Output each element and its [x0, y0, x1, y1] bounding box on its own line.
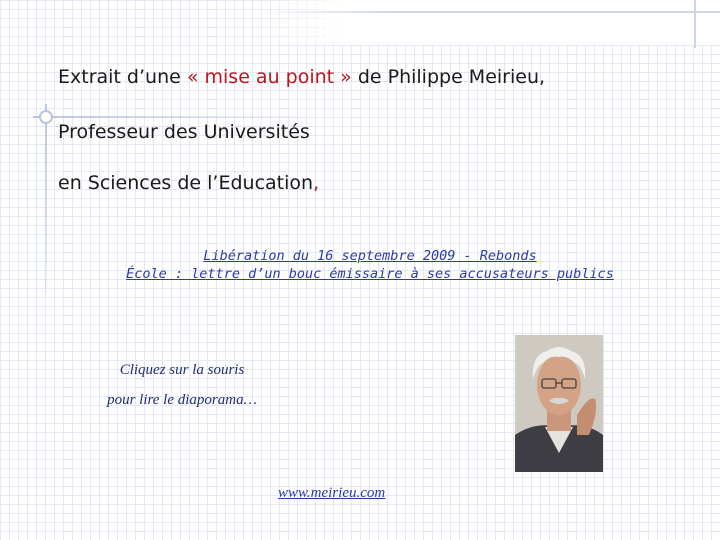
heading-line-3-text: en Sciences de l’Education	[58, 172, 314, 194]
heading-line-3-comma: ,	[313, 172, 320, 194]
corner-decoration	[265, 0, 720, 45]
heading-prefix: Extrait d’une	[58, 66, 187, 88]
heading-suffix: de Philippe Meirieu,	[351, 66, 546, 88]
heading-line-2: Professeur des Universités	[58, 121, 310, 143]
decor-rule-circle	[39, 110, 53, 124]
instruction-line-1: Cliquez sur la souris	[119, 362, 245, 378]
instruction-line-2: pour lire le diaporama…	[107, 392, 257, 408]
corner-rule-horizontal	[260, 11, 720, 13]
heading-line-1	[58, 66, 545, 88]
decor-rule-vertical	[45, 104, 47, 294]
website-link[interactable]: www.meirieu.com	[278, 485, 386, 501]
reference-link-line-2[interactable]: École : lettre d’un bouc émissaire à ses accusateurs publics	[126, 266, 614, 282]
portrait-photo	[515, 335, 603, 472]
corner-rule-vertical	[694, 0, 696, 48]
heading-line-3	[58, 172, 319, 194]
portrait-illustration	[515, 335, 603, 472]
reference-link-line-1[interactable]: Libération du 16 septembre 2009 - Rebonds	[203, 248, 537, 264]
decor-rule-horizontal	[33, 116, 313, 118]
heading-highlight: « mise au point »	[186, 66, 352, 88]
